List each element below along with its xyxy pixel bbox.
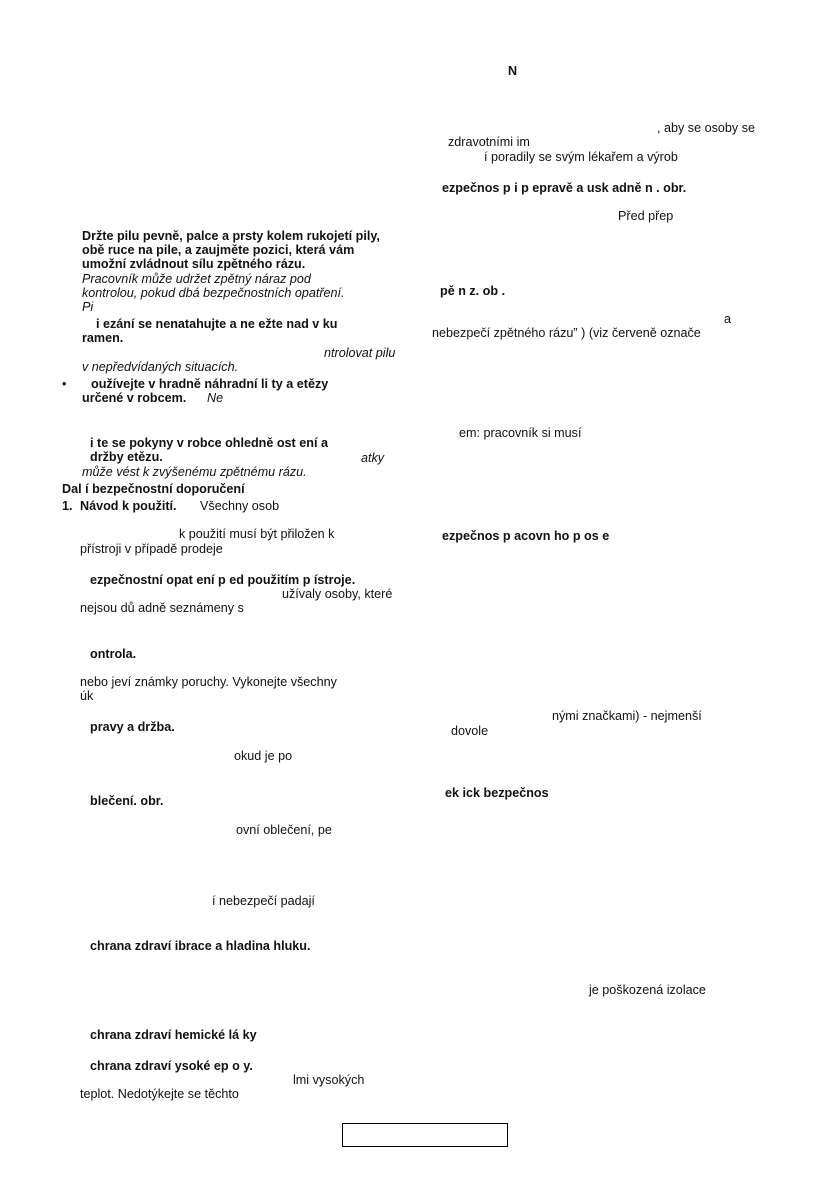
bullet-marker: • (62, 377, 67, 391)
section-heading-workplace: ezpečnos p acovn ho p os e (442, 529, 610, 543)
right-text-line: , aby se osoby se (657, 121, 756, 135)
left-text-line: držby etězu. (90, 450, 163, 464)
footer-box (342, 1123, 508, 1147)
left-text-line: nebo jeví známky poruchy. Vykonejte všechny (80, 675, 337, 689)
left-text-line: i te se pokyny v robce ohledně ost ení a (90, 436, 328, 450)
left-text-line: okud je po (234, 749, 293, 763)
left-text-line: í nebezpečí padají (212, 894, 315, 908)
section-heading-electrical: ek ick bezpečnos (445, 786, 549, 800)
right-text-line: dovole (451, 724, 489, 738)
left-text-line: atky (361, 451, 385, 465)
section-heading-further-safety: Dal í bezpečnostní doporučení (62, 482, 245, 496)
left-text-line: přístroji v případě prodeje (80, 542, 223, 556)
left-text-line: určené v robcem. (82, 391, 187, 405)
right-text-line: a (724, 312, 732, 326)
subheading-clothing: blečení. obr. (90, 794, 164, 808)
left-text-line: teplot. Nedotýkejte se těchto (80, 1087, 239, 1101)
left-text-line: k použití musí být přiložen k (179, 527, 335, 541)
left-text-line: ramen. (82, 331, 124, 345)
subheading-manual: Návod k použití. (80, 499, 177, 513)
left-text-line: kontrolou, pokud dbá bezpečnostních opatření. (82, 286, 345, 300)
subheading-chemicals: chrana zdraví hemické lá ky (90, 1028, 257, 1042)
right-text-line: nebezpečí zpětného rázu” ) (viz červeně označe (432, 326, 701, 340)
left-text-line: nejsou dů adně seznámeny s (80, 601, 244, 615)
section-heading-kickback: pě n z. ob . (440, 284, 506, 298)
left-text-line: ovní oblečení, pe (236, 823, 332, 837)
left-text-line: ntrolovat pilu (324, 346, 396, 360)
left-text-line: může vést k zvýšenému zpětnému rázu. (82, 465, 307, 479)
left-text-line: Pracovník může udržet zpětný náraz pod (82, 272, 311, 286)
left-text-line: užívaly osoby, které (282, 587, 393, 601)
left-text-line: Ne (207, 391, 224, 405)
list-number: 1. (62, 499, 73, 513)
left-text-line: v nepředvídaných situacích. (82, 360, 239, 374)
subheading-precautions: ezpečnostní opat ení p ed použitím p ístroje. (90, 573, 356, 587)
right-text-line: je poškozená izolace (589, 983, 706, 997)
subheading-maintenance: pravy a držba. (90, 720, 175, 734)
subheading-vibration: chrana zdraví ibrace a hladina hluku. (90, 939, 311, 953)
left-text-line: Držte pilu pevně, palce a prsty kolem rukojetí pily, (82, 229, 380, 243)
left-text-line: lmi vysokých (293, 1073, 365, 1087)
section-heading-transport: ezpečnos p i p epravě a usk adně n . obr. (442, 181, 687, 195)
right-text-line: zdravotními im (448, 135, 530, 149)
right-text-line: em: pracovník si musí (459, 426, 582, 440)
left-text-line: obě ruce na pile, a zaujměte pozici, která vám (82, 243, 355, 257)
left-text-line: umožní zvládnout sílu zpětného rázu. (82, 257, 306, 271)
page-header-letter: N (508, 64, 518, 78)
left-text-line: i ezání se nenatahujte a ne ežte nad v ku (96, 317, 338, 331)
left-text-line: oužívejte v hradně náhradní li ty a etězy (91, 377, 329, 391)
left-text-line: Pi (82, 300, 94, 314)
subheading-inspection: ontrola. (90, 647, 137, 661)
left-text-line: úk (80, 689, 94, 703)
right-text-line: Před přep (618, 209, 674, 223)
right-text-line: nými značkami) - nejmenší (552, 709, 702, 723)
left-text-line: Všechny osob (200, 499, 280, 513)
right-text-line: í poradily se svým lékařem a výrob (484, 150, 678, 164)
subheading-high-temperature: chrana zdraví ysoké ep o y. (90, 1059, 253, 1073)
